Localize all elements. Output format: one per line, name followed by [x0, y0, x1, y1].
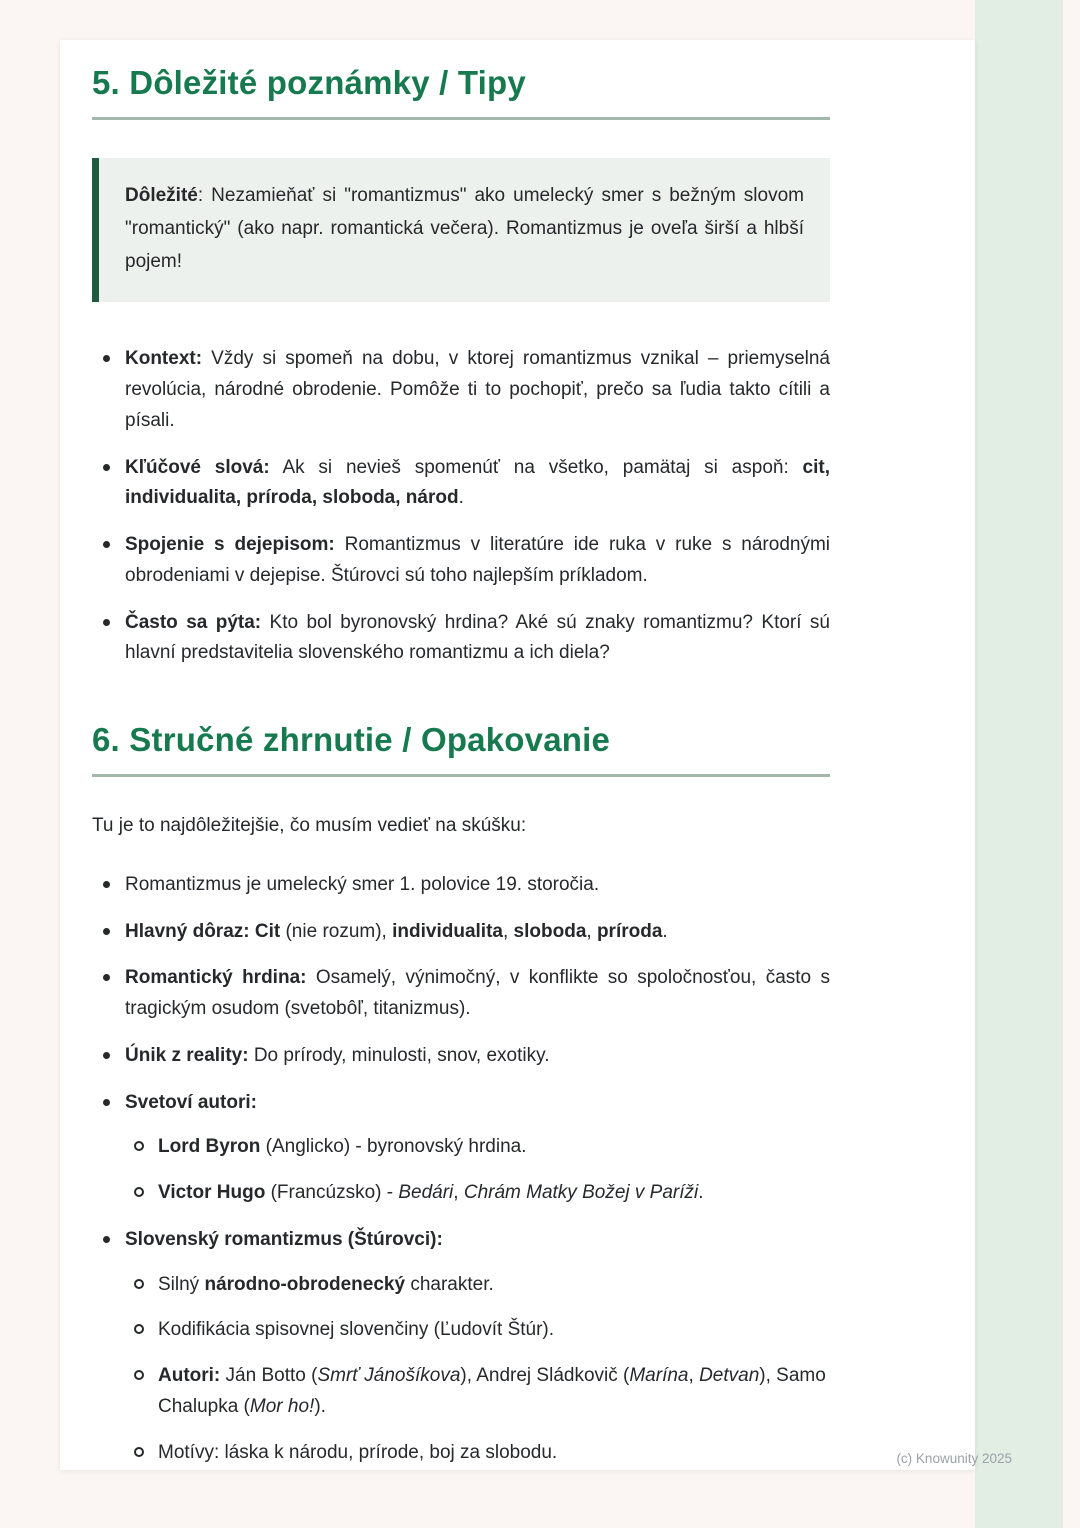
text-segment: ). [314, 1395, 326, 1417]
list-item [158, 1270, 830, 1301]
list-item [125, 963, 830, 1025]
text-segment: národno-obrodenecký [204, 1273, 406, 1295]
text-segment: Detvan [699, 1365, 760, 1387]
text-segment: Osamelý, výnimočný, v konflikte so spoločnosťou, často s tragickým osudom (svetobôľ, titanizmus). [125, 967, 830, 1020]
text-segment: individualita [392, 920, 503, 942]
text-segment: Chrám Matky Božej v Paríži [463, 1182, 699, 1204]
text-segment: Kto bol byronovský hrdina? Aké sú znaky romantizmu? Ktorí sú hlavní predstavitelia slovenského romantizmu a ich diela? [125, 611, 830, 664]
list-item-text [125, 1229, 443, 1250]
text-segment: sloboda [513, 920, 587, 942]
list-item [158, 1315, 830, 1346]
text-segment: Svetoví autori: [125, 1091, 257, 1113]
list-item [125, 608, 830, 670]
text-segment: príroda [596, 920, 663, 942]
text-segment: Často sa pýta: [125, 611, 262, 633]
text-segment: , [502, 920, 514, 942]
heading-rule [92, 117, 830, 120]
footer-credit: (c) Knowunity 2025 [896, 1451, 1012, 1466]
list-item [125, 870, 830, 901]
list-item [158, 1361, 830, 1423]
text-segment: , [586, 920, 597, 942]
text-segment: , [688, 1365, 700, 1387]
tips-list [92, 344, 830, 669]
text-segment: : Nezamieňať si "romantizmus" ako umelecký smer s bežným slovom "romantický" (ako napr. romantická večera). Romantizmus je oveľa širší a hlbší pojem! [125, 185, 804, 272]
text-segment: charakter. [405, 1273, 494, 1295]
heading-rule [92, 774, 830, 777]
text-segment: Motívy: láska k národu, prírode, boj za slobodu. [158, 1441, 558, 1463]
text-segment: ), Samo Chalupka ( [158, 1365, 826, 1417]
text-segment: Ján Botto ( [220, 1365, 318, 1387]
section-6-title: 6. Stručné zhrnutie / Opakovanie [92, 721, 611, 759]
sub-list-world-authors [125, 1132, 830, 1209]
document-page [60, 40, 975, 1470]
list-item-text [125, 1092, 257, 1113]
sub-list-slovak-romanticism [125, 1270, 830, 1469]
list-item [125, 453, 830, 515]
callout-text [125, 185, 804, 271]
important-note-callout [92, 158, 830, 302]
text-segment: Kontext: [125, 348, 203, 370]
section-5-title: 5. Dôležité poznámky / Tipy [92, 64, 526, 101]
text-segment: , [453, 1182, 464, 1204]
text-segment: . [662, 920, 668, 942]
text-segment: Romantický hrdina: [125, 967, 307, 989]
text-segment: ), Andrej Sládkovič ( [460, 1365, 630, 1387]
text-segment: Romantizmus je umelecký smer 1. polovice 19. storočia. [125, 873, 600, 895]
text-segment: (Francúzsko) - [265, 1182, 399, 1204]
text-segment: Lord Byron [158, 1136, 261, 1158]
text-segment: Únik z reality: [125, 1044, 249, 1066]
list-item [125, 1088, 830, 1209]
text-segment: Dôležité [125, 185, 198, 207]
text-segment: Vždy si spomeň na dobu, v ktorej romantizmus vznikal – priemyselná revolúcia, národné obrodenie. Pomôže ti to pochopiť, prečo sa ľudia takto cítili a písali. [125, 348, 830, 431]
list-item [125, 530, 830, 592]
text-segment: Hlavný dôraz: Cit [125, 920, 281, 942]
text-segment: Silný [158, 1273, 205, 1295]
text-segment: Kľúčové slová: [125, 456, 270, 478]
list-item [125, 917, 830, 948]
text-segment: (nie rozum), [280, 920, 393, 942]
decorative-stripe [975, 0, 1063, 1528]
text-segment: Spojenie s dejepisom: [125, 534, 335, 556]
list-item [158, 1438, 830, 1469]
summary-list [92, 870, 830, 1469]
text-segment: Romantizmus v literatúre ide ruka v ruke s národnými obrodeniami v dejepise. Štúrovci sú toho najlepším príkladom. [125, 534, 831, 586]
text-segment: Bedári [398, 1182, 454, 1204]
text-segment: Kodifikácia spisovnej slovenčiny (Ľudovít Štúr). [158, 1319, 555, 1341]
list-item [125, 1041, 830, 1072]
text-segment: Autori: [158, 1365, 221, 1387]
text-segment: Slovenský romantizmus (Štúrovci): [125, 1228, 443, 1250]
list-item [158, 1132, 830, 1163]
list-item [158, 1178, 830, 1209]
summary-intro: Tu je to najdôležitejšie, čo musím vedieť na skúšku: [92, 815, 527, 837]
document-content [60, 40, 975, 1469]
text-segment: (Anglicko) - byronovský hrdina. [260, 1136, 527, 1158]
text-segment: . [698, 1182, 704, 1204]
text-segment: . [458, 487, 464, 509]
list-item [125, 1225, 830, 1469]
text-segment: Do prírody, minulosti, snov, exotiky. [248, 1044, 550, 1066]
text-segment: Ak si nevieš spomenúť na všetko, pamätaj si aspoň: [269, 456, 803, 478]
text-segment: Mor ho! [249, 1395, 315, 1417]
text-segment: Smrť Jánošíkova [317, 1365, 461, 1387]
list-item [125, 344, 830, 436]
text-segment: Victor Hugo [158, 1182, 266, 1204]
text-segment: cit, individualita, príroda, sloboda, národ [125, 456, 830, 509]
text-segment: Marína [629, 1365, 689, 1387]
